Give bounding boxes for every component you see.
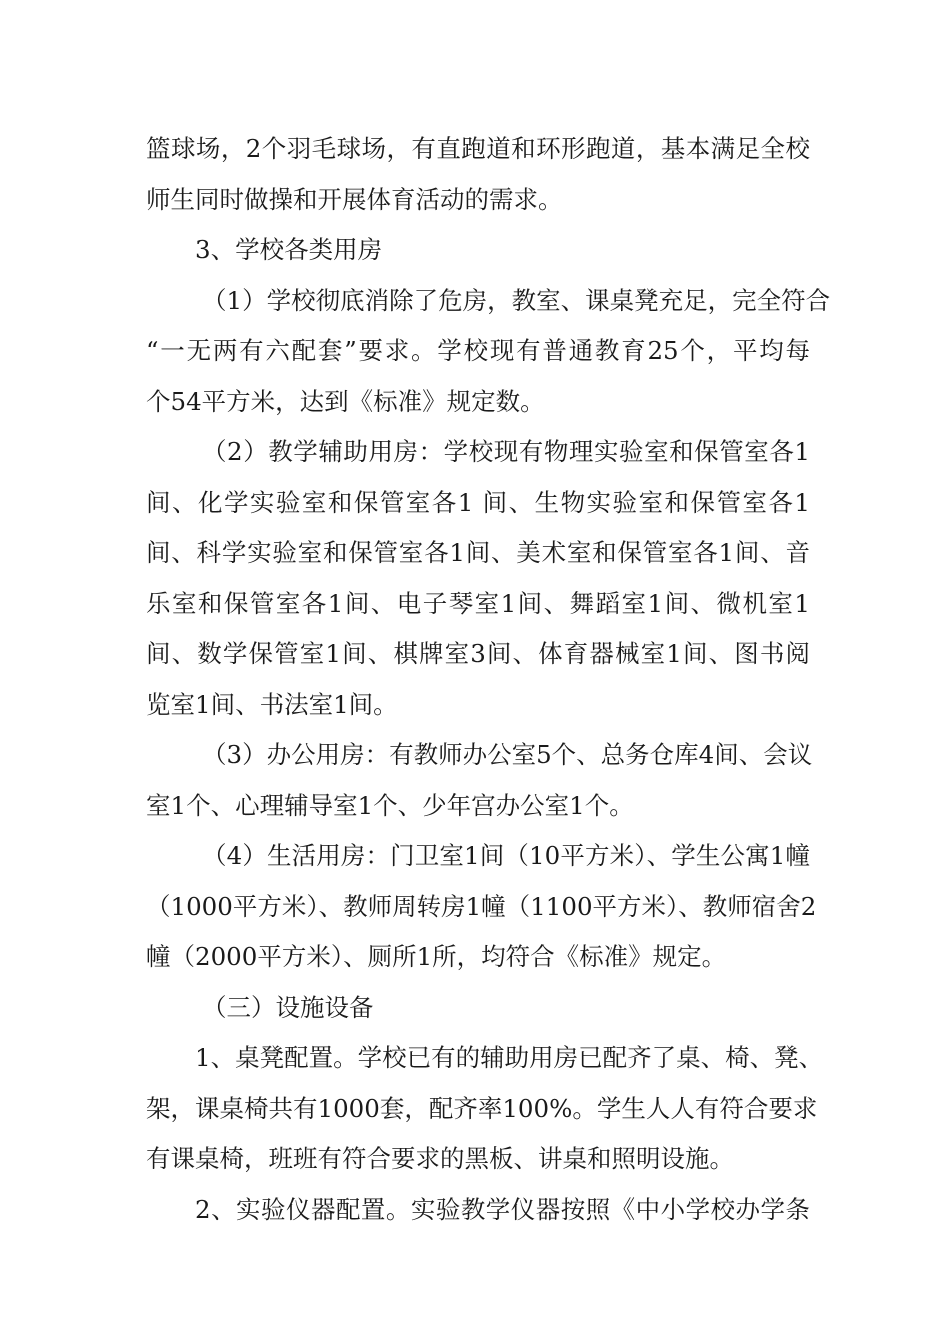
section-heading-facilities [146, 983, 810, 1034]
text-line: （三）设施设备 [202, 992, 374, 1022]
paragraph-office-rooms [146, 730, 813, 831]
text-line: 览室1间、书法室1间。 [146, 689, 398, 719]
text-line: 1、桌凳配置。学校已有的辅助用房已配齐了桌、椅、凳、 [195, 1043, 824, 1072]
text-line: （3）办公用房：有教师办公室5个、总务仓库4间、会议 [202, 740, 813, 769]
text-line: 间、数学保管室1间、棋牌室3间、体育器械室1间、图书阅 [146, 639, 810, 668]
text-line: （4）生活用房：门卫室1间（10平方米）、学生公寓1幢 [202, 841, 810, 870]
text-line: 师生同时做操和开展体育活动的需求。 [146, 184, 563, 214]
text-line: 有课桌椅，班班有符合要求的黑板、讲桌和照明设施。 [146, 1144, 734, 1173]
text-line: 幢（2000平方米）、厕所1所，均符合《标准》规定。 [146, 942, 727, 971]
text-line: （2）教学辅助用房：学校现有物理实验室和保管室各1 [202, 437, 810, 466]
paragraph-sports-field [146, 124, 810, 225]
text-line: 乐室和保管室各1间、电子琴室1间、舞蹈室1间、微机室1 [146, 588, 810, 618]
paragraph-living-rooms [146, 831, 817, 983]
paragraph-desks [146, 1033, 824, 1185]
text-line: 间、科学实验室和保管室各1间、美术室和保管室各1间、音 [146, 538, 810, 567]
text-line: 个54平方米，达到《标准》规定数。 [146, 386, 545, 416]
paragraph-classrooms [146, 276, 831, 428]
text-line: “一无两有六配套”要求。学校现有普通教育25个，平均每 [146, 336, 810, 365]
text-line: 架，课桌椅共有1000套，配齐率100%。学生人人有符合要求 [146, 1093, 818, 1123]
text-line: 3、学校各类用房 [195, 235, 383, 264]
text-line: 间、化学实验室和保管室各1 间、生物实验室和保管室各1 [146, 487, 810, 517]
text-line: 篮球场，2个羽毛球场，有直跑道和环形跑道，基本满足全校 [146, 134, 810, 163]
section-heading-school-rooms [146, 225, 810, 276]
text-line: （1000平方米）、教师周转房1幢（1100平方米）、教师宿舍2 [146, 891, 817, 921]
text-line: 2、实验仪器配置。实验教学仪器按照《中小学校办学条 [195, 1194, 810, 1224]
paragraph-lab-equipment [146, 1185, 810, 1236]
text-line: 室1个、心理辅导室1个、少年宫办公室1个。 [146, 790, 634, 820]
text-line: （1）学校彻底消除了危房，教室、课桌凳充足，完全符合 [202, 285, 831, 315]
paragraph-teaching-aux-rooms [146, 427, 810, 730]
document-body [146, 124, 831, 1235]
